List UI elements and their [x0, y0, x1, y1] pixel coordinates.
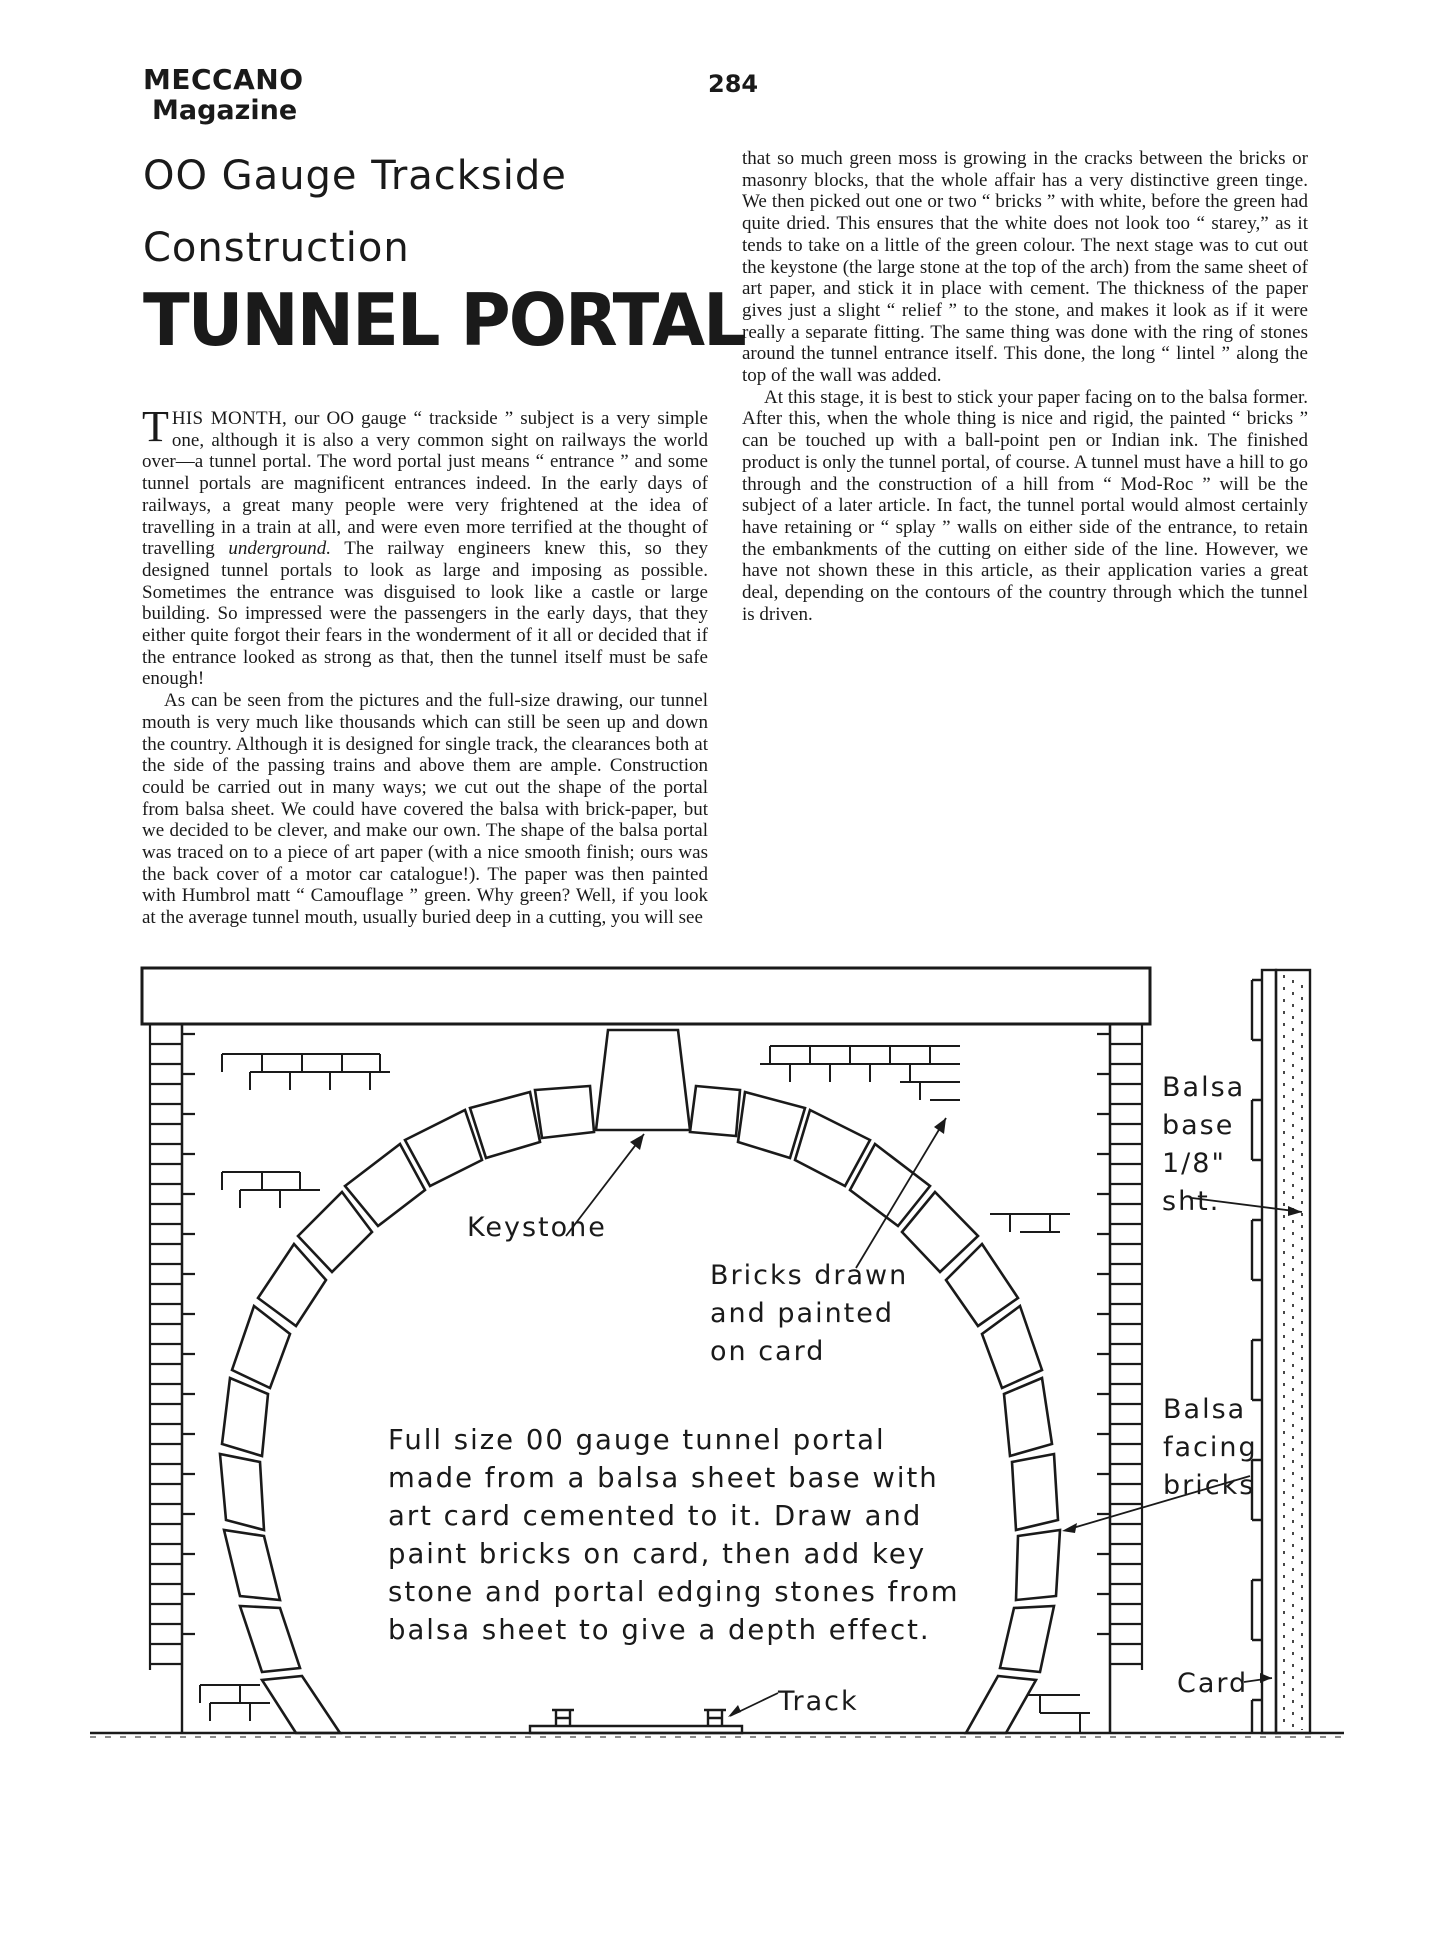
caption-line-5: stone and portal edging stones from	[388, 1576, 960, 1608]
article-paragraph-1: THIS MONTH, our OO gauge “ trackside ” subject is a very simple one, although it is also a very common sight on railways the world over—a tunnel portal. The word portal just means “ entrance ” and some tunnel portals are magnificent entrances indeed. In the early days of railways, a great many people were very frightened at the idea of travelling in a train at all, and were even more terrified at the thought of travelling underground. The railway engineers knew this, so they designed tunnel portals to look as large and imposing as possible. Sometimes the entrance was disguised to look like a castle or large building. So impressed were the passengers in the early days, that they either quite forgot their fears in the wonderment of it all or decided that if the entrance looked as strong as that, then the tunnel itself must be safe enough!	[142, 402, 708, 690]
bricks-label-line-3: on card	[710, 1336, 826, 1367]
page-number: 284	[708, 70, 759, 98]
article-headline: TUNNEL PORTAL	[143, 278, 745, 362]
balsa-base-label-line-4: sht.	[1162, 1186, 1221, 1217]
caption-line-4: paint bricks on card, then add key	[388, 1538, 927, 1570]
track-label: Track	[778, 1686, 859, 1717]
balsa-base-label-line-1: Balsa	[1162, 1072, 1246, 1103]
bricks-label-line-2: and painted	[710, 1298, 895, 1329]
lintel	[142, 968, 1150, 1024]
caption-line-2: made from a balsa sheet base with	[388, 1462, 939, 1494]
article-italic-word: underground.	[228, 538, 331, 560]
bricks-label-line-1: Bricks drawn	[710, 1260, 909, 1291]
figure-caption	[388, 1424, 960, 1646]
keystone-label: Keystone	[467, 1212, 607, 1243]
card-label: Card	[1177, 1668, 1249, 1699]
balsa-facing-label-line-3: bricks	[1163, 1470, 1256, 1501]
article-paragraph-2: As can be seen from the pictures and the full-size drawing, our tunnel mouth is very much like thousands which can still be seen up and down the country. Although it is designed for single track, the clearances both at the side of the passing trains and above them are ample. Construction could be carried out in many ways; we cut out the shape of the portal from balsa sheet. We could have covered the balsa with brick-paper, but we decided to be clever, and make our own. The shape of the balsa portal was traced on to a piece of art paper (with a nice smooth finish; ours was the back cover of a motor car catalogue!). The paper was then painted with Humbrol matt “ Camouflage ” green. Why green? Well, if you look at the average tunnel mouth, usually buried deep in a cutting, you will see	[142, 690, 708, 929]
left-pier-bricks	[150, 1024, 195, 1670]
caption-line-3: art card cemented to it. Draw and	[388, 1500, 923, 1532]
article-paragraph-3: At this stage, it is best to stick your paper facing on to the balsa former. After this, when the whole thing is nice and rigid, the painted “ bricks ” can be touched up with a ball-point pen or Indian ink. The finished product is only the tunnel portal, of course. A tunnel must have a hill to go through and the construction of a hill from “ Mod-Roc ” will be the subject of a later article. In fact, the tunnel portal would almost certainly have retaining or “ splay ” walls on either side of the entrance, to retain the embankments of the cutting on either side of the line. However, we have not shown these in this article, as their application varies a great deal, depending on the contours of the country through which the tunnel is driven.	[742, 386, 1308, 625]
masthead-subtitle: Magazine	[152, 95, 298, 126]
kicker-line-1: OO Gauge Trackside	[143, 153, 567, 199]
caption-line-1: Full size 00 gauge tunnel portal	[388, 1424, 886, 1456]
article-dropcap: T	[142, 402, 169, 451]
balsa-grain	[1284, 975, 1302, 1730]
keystone-stone	[596, 1030, 690, 1130]
caption-line-6: balsa sheet to give a depth effect.	[388, 1614, 931, 1646]
balsa-base-label-line-2: base	[1162, 1110, 1235, 1141]
balsa-base-label-line-3: 1/8"	[1162, 1148, 1226, 1179]
track-rails	[530, 1710, 742, 1733]
card-layer	[1262, 970, 1276, 1733]
balsa-facing-label-line-1: Balsa	[1163, 1394, 1247, 1425]
article-lead-caps: HIS MONTH,	[171, 408, 288, 429]
right-pier-bricks	[1097, 1024, 1142, 1733]
side-section	[1252, 970, 1310, 1733]
balsa-facing-label-line-2: facing	[1163, 1432, 1258, 1463]
masthead-title: MECCANO	[143, 63, 304, 96]
kicker-line-2: Construction	[143, 225, 410, 271]
article-paragraph-2-continued: that so much green moss is growing in the cracks between the bricks or masonry blocks, that the whole affair has a very distinctive green tinge. We then picked out one or two “ bricks ” with white, before the green had quite dried. This ensures that the white does not look too “ starey,” as it tends to take on a little of the green colour. The next stage was to cut out the keystone (the large stone at the top of the arch) from the same sheet of art paper, and stick it in place with cement. The thickness of the paper gives just a slight “ relief ” to the stone, and makes it look as if it were really a separate fitting. The same thing was done with the ring of stones around the tunnel entrance itself. This done, the long “ lintel ” along the top of the wall was added.	[742, 148, 1308, 387]
